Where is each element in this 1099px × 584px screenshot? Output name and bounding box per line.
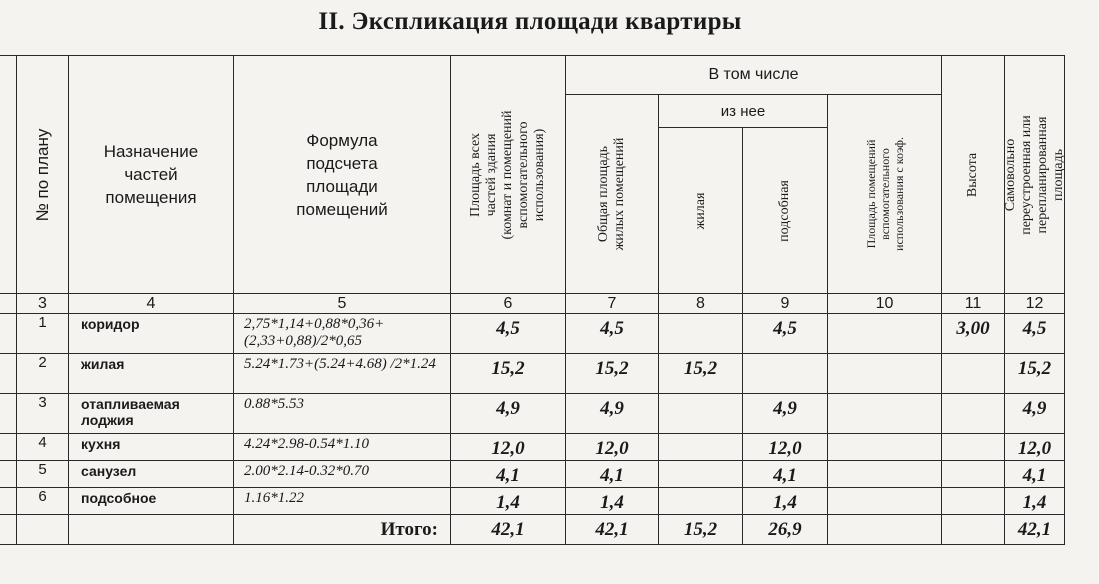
header-purpose-line: частей xyxy=(124,165,178,184)
table-row xyxy=(0,434,1065,461)
height-sum xyxy=(942,515,1005,545)
aux-sum xyxy=(828,515,942,545)
aux-value xyxy=(828,314,942,354)
room-name: отапливаемая лоджия xyxy=(69,394,234,434)
col-number: 5 xyxy=(234,294,451,314)
header-col-4 xyxy=(69,56,234,294)
room-name: коридор xyxy=(69,314,234,354)
header-purpose-line: Назначение xyxy=(103,142,199,161)
document-title: II. Экспликация площади квартиры xyxy=(318,8,742,35)
height-value xyxy=(942,394,1005,434)
total-row xyxy=(0,515,1065,545)
room-name: подсобное xyxy=(69,488,234,515)
living-value xyxy=(659,394,743,434)
col-number: 10 xyxy=(828,294,942,314)
height-value xyxy=(942,434,1005,461)
header-col-10 xyxy=(828,95,942,294)
header-col-edge xyxy=(0,56,17,294)
living-total-value: 1,4 xyxy=(566,488,659,515)
header-formula-line: площади xyxy=(306,176,378,196)
header-col-5 xyxy=(234,56,451,294)
header-living-total: Общая площадь жилых помещений xyxy=(596,137,627,251)
living-value xyxy=(659,461,743,488)
header-purpose-line: помещения xyxy=(105,188,197,207)
area-formula: 5.24*1.73+(5.24+4.68) /2*1.24 xyxy=(234,354,451,394)
header-unauthorized-area: Самовольно переустроенная или перепланированная площадь xyxy=(1002,114,1066,235)
height-value xyxy=(942,461,1005,488)
area-formula: 4.24*2.98-0.54*1.10 xyxy=(234,434,451,461)
header-height: Высота xyxy=(965,152,980,197)
header-including: В том числе xyxy=(566,56,942,95)
header-plan-number: № по плану xyxy=(32,128,52,221)
header-col-9 xyxy=(743,128,828,294)
utility-value: 1,4 xyxy=(743,488,828,515)
area-formula: 0.88*5.53 xyxy=(234,394,451,434)
header-col-12 xyxy=(1002,56,1066,294)
unauth-sum: 42,1 xyxy=(1005,515,1065,545)
living-value xyxy=(659,488,743,515)
total-area-value: 12,0 xyxy=(451,434,566,461)
table-row xyxy=(0,461,1065,488)
header-row xyxy=(0,56,1065,95)
total-area-value: 15,2 xyxy=(451,354,566,394)
col-number: 3 xyxy=(17,294,69,314)
col-number: 6 xyxy=(451,294,566,314)
total-area-value: 4,9 xyxy=(451,394,566,434)
col-number: 11 xyxy=(942,294,1005,314)
aux-value xyxy=(828,434,942,461)
aux-value xyxy=(828,461,942,488)
header-formula-line: подсчета xyxy=(306,153,378,173)
unauth-value: 4,9 xyxy=(1005,394,1065,434)
room-name: кухня xyxy=(69,434,234,461)
living-total-value: 12,0 xyxy=(566,434,659,461)
utility-sum: 26,9 xyxy=(743,515,828,545)
header-utility: подсобная xyxy=(777,179,792,242)
header-of-it: из нее xyxy=(659,95,828,128)
explication-table xyxy=(0,55,1065,545)
total-label: Итого: xyxy=(234,515,451,545)
utility-value: 4,5 xyxy=(743,314,828,354)
row-number: 1 xyxy=(17,314,69,354)
table-row xyxy=(0,394,1065,434)
living-total-sum: 42,1 xyxy=(566,515,659,545)
table-row xyxy=(0,488,1065,515)
header-auxiliary-coef: Площадь помещений вспомогательного использования с коэф. xyxy=(863,137,906,251)
room-name: санузел xyxy=(69,461,234,488)
living-total-value: 4,9 xyxy=(566,394,659,434)
living-value xyxy=(659,314,743,354)
total-area-sum: 42,1 xyxy=(451,515,566,545)
header-col-8 xyxy=(659,128,743,294)
utility-value xyxy=(743,354,828,394)
row-number: 6 xyxy=(17,488,69,515)
utility-value: 12,0 xyxy=(743,434,828,461)
unauth-value: 4,1 xyxy=(1005,461,1065,488)
row-number: 5 xyxy=(17,461,69,488)
col-number: 4 xyxy=(69,294,234,314)
area-formula: 2.00*2.14-0.32*0.70 xyxy=(234,461,451,488)
header-formula-line: помещений xyxy=(296,199,388,219)
room-name: жилая xyxy=(69,354,234,394)
header-col-11 xyxy=(942,56,1005,294)
area-formula: 1.16*1.22 xyxy=(234,488,451,515)
aux-value xyxy=(828,488,942,515)
unauth-value: 15,2 xyxy=(1005,354,1065,394)
header-living: жилая xyxy=(692,192,708,229)
col-number: 12 xyxy=(1005,294,1065,314)
total-area-value: 1,4 xyxy=(451,488,566,515)
unauth-value: 4,5 xyxy=(1005,314,1065,354)
height-value xyxy=(942,488,1005,515)
col-number: 8 xyxy=(659,294,743,314)
aux-value xyxy=(828,394,942,434)
table-row xyxy=(0,314,1065,354)
unauth-value: 1,4 xyxy=(1005,488,1065,515)
header-total-area: Площадь всех частей здания (комнат и помещений вспомогательного использования) xyxy=(468,109,547,240)
aux-value xyxy=(828,354,942,394)
living-total-value: 4,1 xyxy=(566,461,659,488)
row-number: 4 xyxy=(17,434,69,461)
row-number: 3 xyxy=(17,394,69,434)
utility-value: 4,1 xyxy=(743,461,828,488)
living-total-value: 4,5 xyxy=(566,314,659,354)
utility-value: 4,9 xyxy=(743,394,828,434)
living-value xyxy=(659,434,743,461)
row-number: 2 xyxy=(17,354,69,394)
total-area-value: 4,1 xyxy=(451,461,566,488)
header-col-7 xyxy=(566,95,659,294)
col-number: 7 xyxy=(566,294,659,314)
area-formula: 2,75*1,14+0,88*0,36+ (2,33+0,88)/2*0,65 xyxy=(234,314,451,354)
living-sum: 15,2 xyxy=(659,515,743,545)
header-formula-line: Формула xyxy=(306,130,378,150)
unauth-value: 12,0 xyxy=(1005,434,1065,461)
living-total-value: 15,2 xyxy=(566,354,659,394)
col-number: 9 xyxy=(743,294,828,314)
header-col-6 xyxy=(451,56,566,294)
column-number-row xyxy=(0,294,1065,314)
table-row xyxy=(0,354,1065,394)
height-value xyxy=(942,354,1005,394)
header-col-3 xyxy=(17,56,69,294)
living-value: 15,2 xyxy=(659,354,743,394)
total-area-value: 4,5 xyxy=(451,314,566,354)
height-value: 3,00 xyxy=(942,314,1005,354)
